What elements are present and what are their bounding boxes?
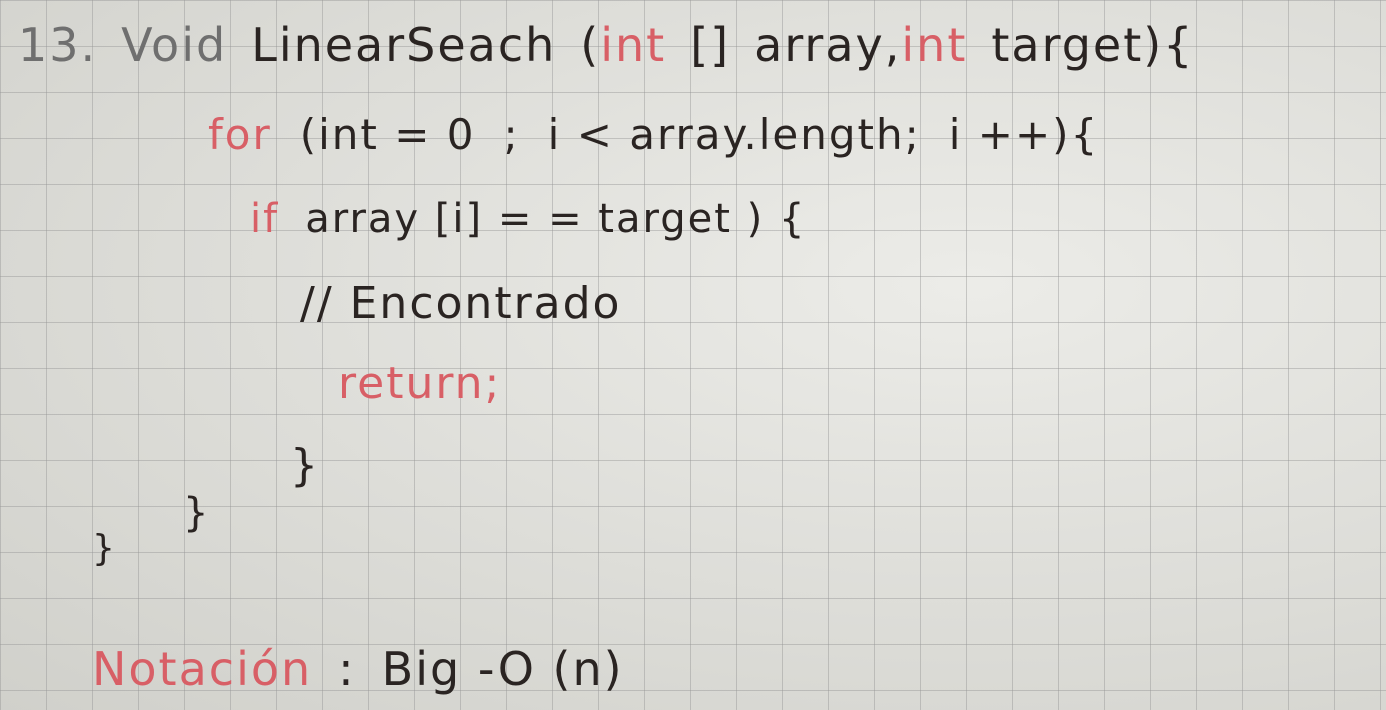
- comment-line: // Encontrado: [300, 278, 622, 329]
- closing-brace-method: }: [92, 528, 117, 569]
- for-loop-line: [208, 110, 1099, 159]
- param-type-int-2: int: [901, 18, 968, 72]
- array-brackets: []: [690, 18, 731, 72]
- method-signature-line: [18, 18, 1194, 72]
- array-param: array,: [754, 18, 902, 72]
- complexity-notation-line: [92, 642, 624, 696]
- for-keyword: for: [208, 110, 272, 159]
- notation-label: Notación: [92, 642, 313, 696]
- method-name: LinearSeach: [251, 18, 557, 72]
- if-condition: array [i] = = target ) {: [305, 196, 807, 242]
- for-init: (int = 0: [299, 110, 476, 159]
- if-keyword: if: [250, 196, 280, 242]
- exercise-number: 13.: [18, 18, 98, 72]
- for-increment: i ++){: [948, 110, 1100, 159]
- return-statement: return;: [338, 358, 502, 409]
- for-separator: ;: [503, 110, 520, 159]
- closing-brace-if: }: [290, 440, 320, 491]
- if-statement-line: [250, 196, 806, 242]
- void-keyword: Void: [121, 18, 228, 72]
- open-paren: (: [580, 18, 601, 72]
- closing-brace-for: }: [183, 490, 211, 536]
- for-condition: i < array.length;: [547, 110, 921, 159]
- target-param: target){: [991, 18, 1195, 72]
- param-type-int: int: [600, 18, 667, 72]
- notation-colon: :: [338, 642, 356, 696]
- big-o-value: Big -O (n): [381, 642, 624, 696]
